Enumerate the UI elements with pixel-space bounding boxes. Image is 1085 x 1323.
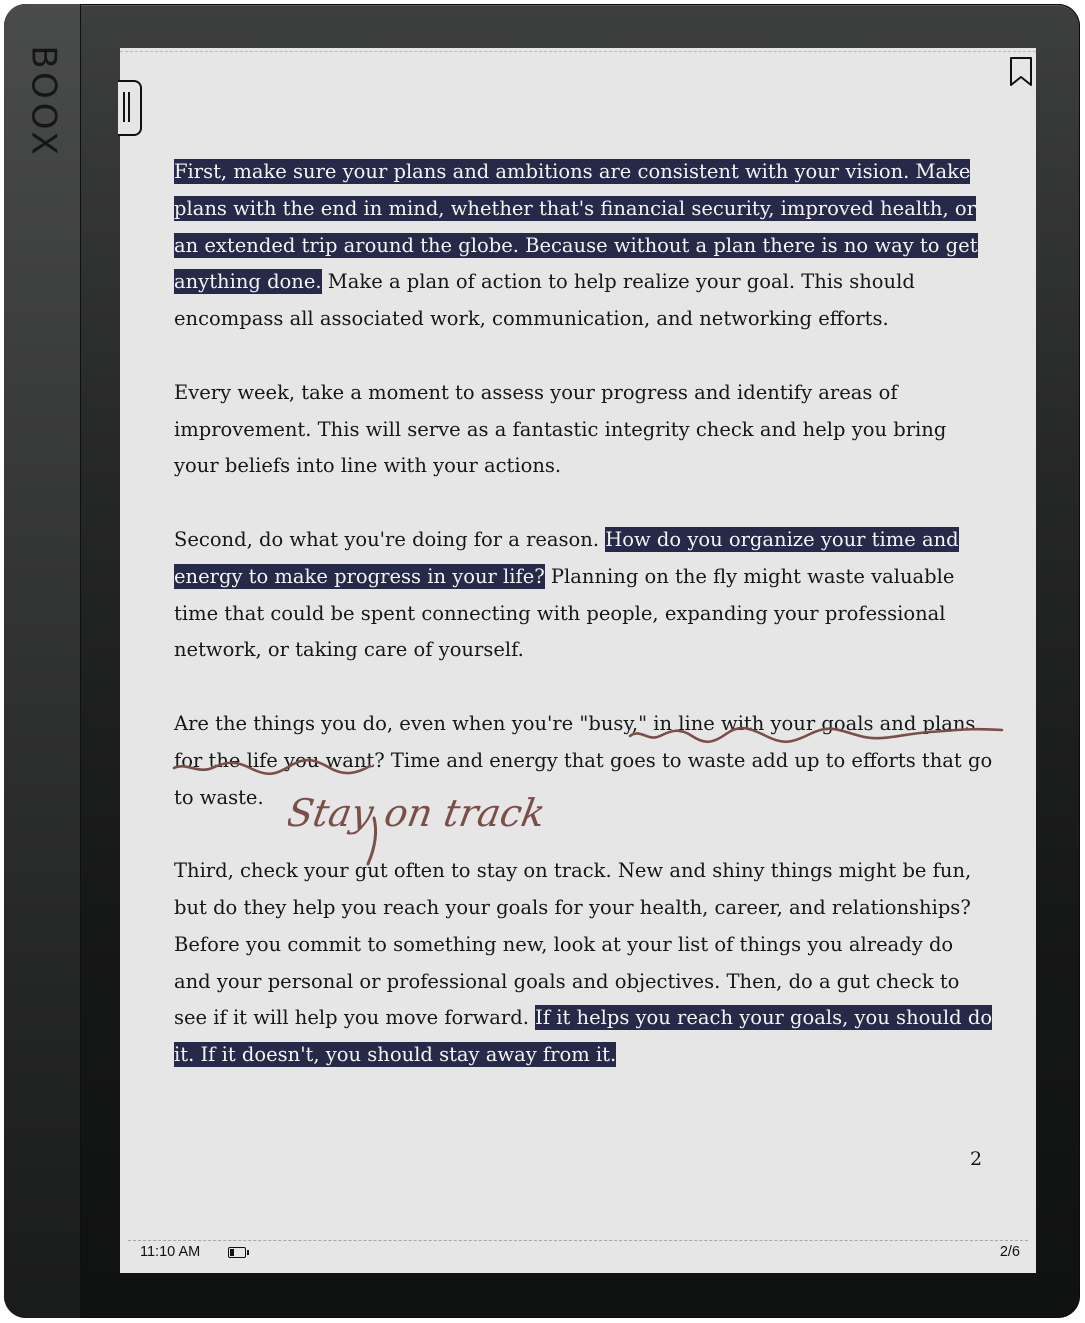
bookmark-icon[interactable] [1008,56,1034,88]
body-text[interactable]: Are the things you do, even when you're "busy," in line with your goals and plans for the life you want? Time and energy that goes to waste add up to efforts that go to waste. [174,711,993,809]
eink-screen [120,48,1036,1273]
body-text[interactable]: Make a plan of action to help realize your goal. This should encompass all associated work, communication, and networking efforts. [174,270,915,331]
body-text[interactable]: Third, check your gut often to stay on track. New and shiny things might be fun, but do they help you reach your goals for your health, career, and relationships? Before you commit to something new, look at your list of things you already do and your personal or professional goals and objectives. Then, do a gut check to see if it will help you move forward. [174,859,972,1030]
status-divider [128,1240,1028,1241]
handwritten-note-text: Stay on track [288,791,549,836]
battery-icon [228,1247,246,1258]
body-text[interactable]: Every week, take a moment to assess your progress and identify areas of improvement. This will serve as a fantastic integrity check and help you bring your beliefs into line with your actions. [174,380,947,478]
handwritten-note [288,788,568,868]
paragraph[interactable] [174,522,994,669]
highlighted-text[interactable]: First, make sure your plans and ambitions are consistent with your vision. Make plans with the end in mind, whether that's financial security, improved health, or an extended trip around the globe. Because without a plan there is no way to get anything done. [174,160,978,294]
status-time: 11:10 AM [140,1244,201,1260]
paragraph[interactable] [174,375,994,485]
device-spine [4,4,81,1318]
status-page-progress[interactable]: 2/6 [999,1244,1020,1260]
side-panel-handle-icon[interactable] [118,80,142,136]
page-number: 2 [970,1148,983,1170]
brand-logo [22,42,66,162]
paragraph[interactable] [174,154,994,338]
body-text[interactable]: Planning on the fly might waste valuable time that could be spent connecting with people, expanding your professional network, or taking care of yourself. [174,564,955,662]
top-divider [120,51,1036,52]
highlighted-text[interactable]: How do you organize your time and energy to make progress in your life? [174,527,959,588]
paragraph[interactable] [174,853,994,1074]
reading-text [174,154,994,1074]
brand-text: BOOX [24,45,64,159]
body-text[interactable]: Second, do what you're doing for a reason. [174,527,606,551]
highlighted-text[interactable]: If it helps you reach your goals, you should do it. If it doesn't, you should stay away from it. [174,1006,993,1067]
battery-level-fill [230,1249,234,1256]
